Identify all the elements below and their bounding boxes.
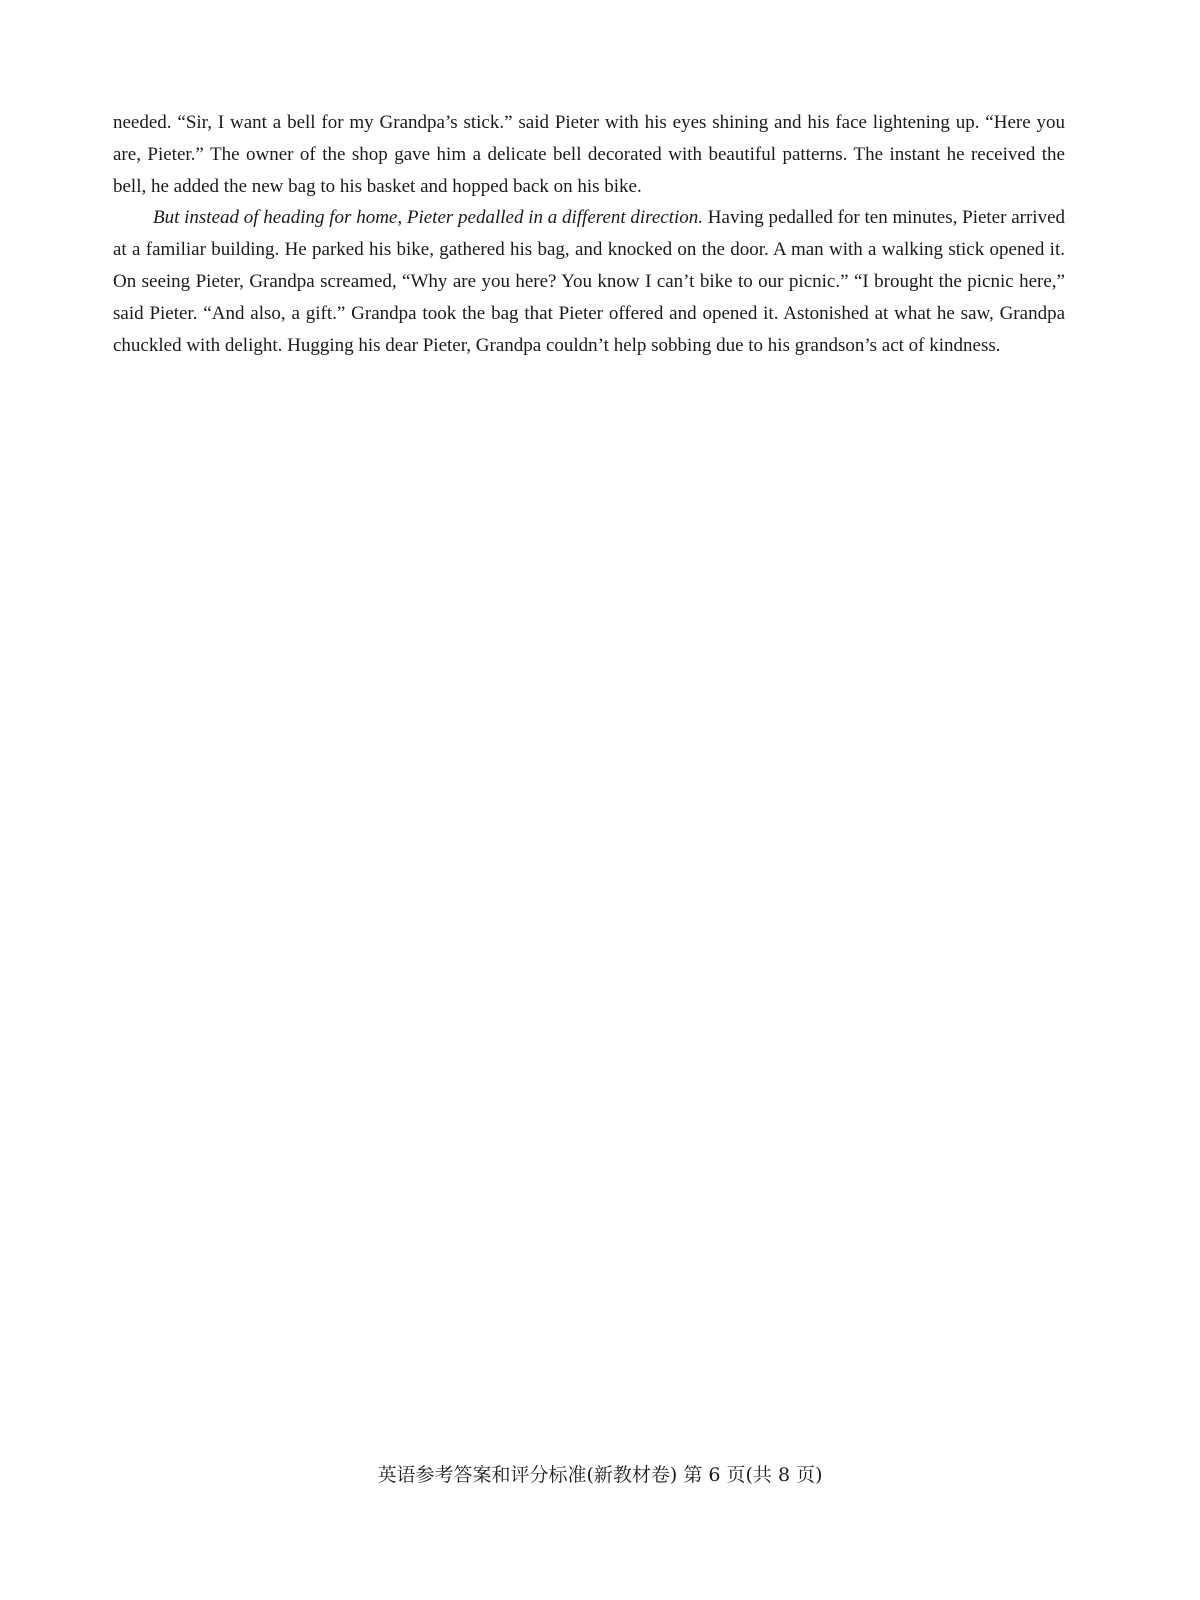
page-footer: 英语参考答案和评分标准(新教材卷) 第 6 页(共 8 页) [377,1464,823,1486]
paragraph-continuation [113,107,1065,202]
paragraph-ending [113,202,1065,361]
paragraph-text: needed. “Sir, I want a bell for my Grandpa’s stick.” said Pieter with his eyes shining and his face lightening up. “Here you are, Pieter.” The owner of the shop gave him a delicate bell decorated with beautiful patterns. The instant he received the bell, he added the new bag to his basket and hopped back on his bike. [113,112,1065,197]
paragraph-text: Having pedalled for ten minutes, Pieter arrived at a familiar building. He parked his bike, gathered his bag, and knocked on the door. A man with a walking stick opened it. On seeing Pieter, Grandpa screamed, “Why are you here? You know I can’t bike to our picnic.” “I brought the picnic here,” said Pieter. “And also, a gift.” Grandpa took the bag that Pieter offered and opened it. Astonished at what he saw, Grandpa chuckled with delight. Hugging his dear Pieter, Grandpa couldn’t help sobbing due to his grandson’s act of kindness. [113,207,1065,356]
given-opening-sentence: But instead of heading for home, Pieter pedalled in a different direction. [153,207,704,229]
document-body [113,107,1065,361]
